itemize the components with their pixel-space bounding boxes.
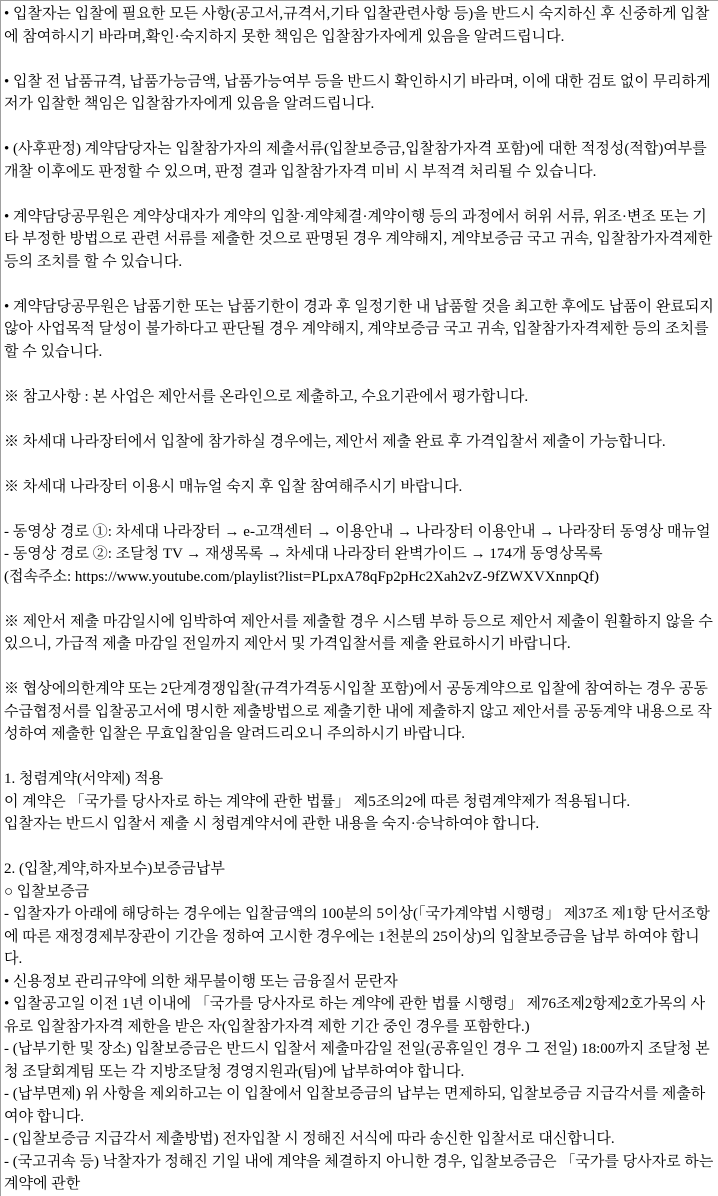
- section-2-deposit-payment: [4, 858, 716, 1196]
- document-line: ※ 차세대 나라장터에서 입찰에 참가하실 경우에는, 제안서 제출 완료 후 가격입찰서 제출이 가능합니다.: [4, 433, 666, 450]
- deposit-deadline-and-place: - (납부기한 및 장소) 입찰보증금은 반드시 입찰서 제출마감일 전일(공휴일인 경우 그 전일) 18:00까지 조달청 본청 조달회계팀 또는 각 지방조달청 경영지원과(팀)에 납부하여야 합니다.: [4, 1041, 710, 1080]
- video-guide-paths: [4, 521, 716, 589]
- notice-bullet-know-before-bid: [4, 3, 716, 48]
- document-line: • 계약담당공무원은 계약상대자가 계약의 입찰·계약체결·계약이행 등의 과정에서 허위 서류, 위조·변조 또는 기타 부정한 방법으로 관련 서류를 제출한 것으로 판명된 경우 계약해지, 계약보증금 국고 귀속, 입찰참가자격제한 등의 조치를 할 수 있습니다.: [4, 208, 713, 270]
- document-line: • 계약담당공무원은 납품기한 또는 납품기한이 경과 후 일정기한 내 납품할 것을 최고한 후에도 납품이 완료되지 않아 사업목적 달성이 불가하다고 판단될 경우 계약해지, 계약보증금 국고 귀속, 입찰참가자격제한 등의 조치를 할 수 있습니다.: [4, 298, 714, 360]
- section-1-body-2: 입찰자는 반드시 입찰서 제출 시 청렴계약서에 관한 내용을 숙지·승낙하여야 합니다.: [4, 816, 540, 832]
- video-path-2: - 동영상 경로 ②: 조달청 TV → 재생목록 → 차세대 나라장터 완벽가이드 → 174개 동영상목록: [4, 546, 603, 562]
- section-1-heading: 1. 청렴계약(서약제) 적용: [4, 771, 164, 787]
- notice-bullet-delivery-deadline: [4, 296, 716, 364]
- notice-bullet-post-determination: [4, 138, 716, 183]
- note-submit-before-deadline: [4, 611, 716, 656]
- deposit-forfeiture: - (국고귀속 등) 낙찰자가 정해진 기일 내에 계약을 체결하지 아니한 경우, 입찰보증금은 「국가를 당사자로 하는 계약에 관한: [4, 1153, 714, 1192]
- document-line: ※ 참고사항 : 본 사업은 제안서를 온라인으로 제출하고, 수요기관에서 평가합니다.: [4, 388, 529, 405]
- section-2-heading: 2. (입찰,계약,하자보수)보증금납부: [4, 861, 225, 877]
- document-line: • 입찰 전 납품규격, 납품가능금액, 납품가능여부 등을 반드시 확인하시기 바라며, 이에 대한 검토 없이 무리하게 저가 입찰한 책임은 입찰참가자에게 있음을 알려드립니다.: [4, 73, 711, 112]
- notice-bullet-check-delivery-terms: [4, 71, 716, 116]
- deposit-pledge-submission-method: - (입찰보증금 지급각서 제출방법) 전자입찰 시 정해진 서식에 따라 송신한 입찰서로 대신합니다.: [4, 1131, 615, 1147]
- document-line: • (사후판정) 계약담당자는 입찰참가자의 제출서류(입찰보증금,입찰참가자격 포함)에 대한 적정성(적합)여부를 개찰 이후에도 판정할 수 있으며, 판정 결과 입찰참가자격 미비 시 부적격 처리될 수 있습니다.: [4, 141, 707, 180]
- section-1-integrity-contract: [4, 768, 716, 836]
- deposit-rate-rule: - 입찰자가 아래에 해당하는 경우에는 입찰금액의 100분의 5이상(「국가계약법 시행령」 제37조 제1항 단서조항에 따른 재정경제부장관이 기간을 정하여 고시한 경우에는 1천분의 25이상)의 입찰보증금을 납부 하여야 합니다.: [4, 906, 710, 967]
- deposit-case-restricted-bidder: • 입찰공고일 이전 1년 이내에 「국가를 당사자로 하는 계약에 관한 법률 시행령」 제76조제2항제2호가목의 사유로 입찰참가자격 제한을 받은 자(입찰참가자격 제한 기간 중인 경우를 포함한다.): [4, 996, 706, 1035]
- note-online-proposal-evaluation: [4, 386, 716, 409]
- document-line: • 입찰자는 입찰에 필요한 모든 사항(공고서,규격서,기타 입찰관련사항 등)을 반드시 숙지하신 후 신중하게 입찰에 참여하시기 바라며,확인·숙지하지 못한 책임은 입찰참가자에게 있음을 알려드립니다.: [4, 6, 710, 45]
- video-path-1: - 동영상 경로 ①: 차세대 나라장터 → e-고객센터 → 이용안내 → 나라장터 이용안내 → 나라장터 동영상 매뉴얼: [4, 523, 711, 540]
- document-line: ※ 차세대 나라장터 이용시 매뉴얼 숙지 후 입찰 참여해주시기 바랍니다.: [4, 478, 463, 495]
- bid-deposit-subheading: ○ 입찰보증금: [4, 883, 90, 900]
- deposit-case-credit-default: • 신용정보 관리규약에 의한 채무불이행 또는 금융질서 문란자: [4, 973, 398, 990]
- document-line: ※ 협상에의한계약 또는 2단계경쟁입찰(규격가격동시입찰 포함)에서 공동계약으로 입찰에 참여하는 경우 공동수급협정서를 입찰공고서에 명시한 제출방법으로 제출기한 내에 제출하지 않고 제안서를 공동계약 내용으로 작성하여 제출한 입찰은 무효입찰임을 알려드리오니 주의하시기 바랍니다.: [4, 681, 712, 742]
- notice-bullet-false-documents: [4, 206, 716, 274]
- deposit-exemption: - (납부면제) 위 사항을 제외하고는 이 입찰에서 입찰보증금의 납부는 면제하되, 입찰보증금 지급각서를 제출하여야 합니다.: [4, 1086, 706, 1125]
- document-line: ※ 제안서 제출 마감일시에 임박하여 제안서를 제출할 경우 시스템 부하 등으로 제안서 제출이 원활하지 않을 수 있으니, 가급적 제출 마감일 전일까지 제안서 및 가격입찰서를 제출 완료하시기 바랍니다.: [4, 613, 713, 652]
- note-joint-contract-invalid-bid: [4, 678, 716, 746]
- youtube-playlist-url: (접속주소: https://www.youtube.com/playlist?list=PLpxA78qFp2pHc2Xah2vZ-9fZWXVXnnpQf): [4, 568, 599, 585]
- section-1-body-1: 이 계약은 「국가를 당사자로 하는 계약에 관한 법률」 제5조의2에 따른 청렴계약제가 적용됩니다.: [4, 793, 631, 810]
- note-next-gen-narajangteo-price-bid: [4, 431, 716, 454]
- note-manual-required: [4, 476, 716, 499]
